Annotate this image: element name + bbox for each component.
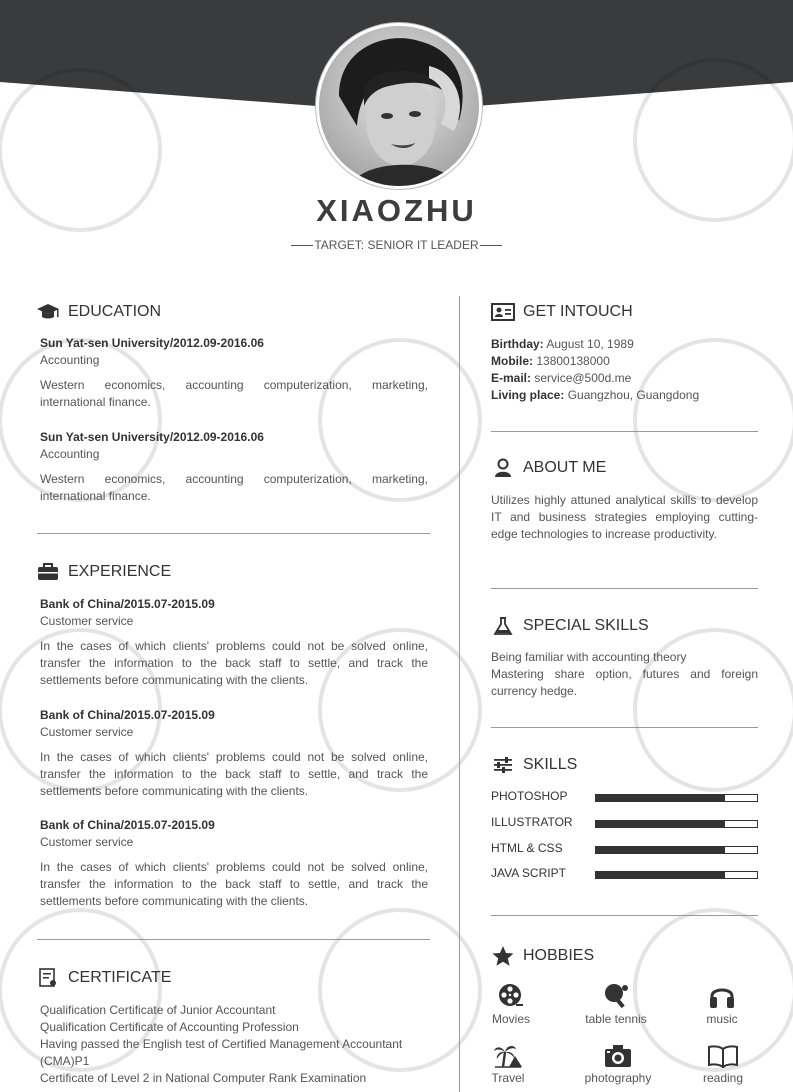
education-school: Sun Yat-sen University/2012.09-2016.06 [40,336,264,350]
email-link[interactable]: service@500d.me [534,371,632,385]
section-divider [37,533,430,534]
skill-label: HTML & CSS [491,841,563,855]
skill-label: JAVA SCRIPT [491,866,566,880]
skill-label: ILLUSTRATOR [491,815,573,829]
target-rule-right [480,245,502,246]
skill-level-bar [595,846,758,854]
certificate-item: Certificate of Level 2 in National Computer Rank Examination [40,1071,367,1085]
skill-level-fill [596,872,725,878]
experience-role: Customer service [40,614,134,628]
experience-entry [40,817,428,910]
certificate-title: CERTIFICATE [68,969,172,986]
book-icon [683,1042,763,1068]
hobby-label: table tennis [585,1012,647,1026]
experience-company: Bank of China/2015.07-2015.09 [40,708,215,722]
about-title: ABOUT ME [523,459,607,476]
id-card-icon [491,302,515,322]
special-skill-line: Being familiar with accounting theory [491,650,687,664]
about-heading [491,458,606,478]
hobby-item [471,983,551,1026]
palm-tree-icon [468,1042,548,1068]
hobby-label: photography [584,1071,652,1085]
hobby-label: Travel [491,1071,525,1085]
certificate-item: Qualification Certificate of Junior Accountant [40,1003,276,1017]
contact-heading [491,302,633,322]
special-skill-line: Mastering share option, futures and foreign currency hedge. [491,667,758,698]
experience-heading [36,562,171,582]
user-icon [491,458,515,478]
experience-entry [40,707,428,800]
skill-label: PHOTOSHOP [491,789,568,803]
hobbies-heading [491,946,594,966]
education-heading [36,302,161,322]
section-divider [491,915,758,916]
skill-level-fill [596,847,725,853]
skill-level-bar [595,871,758,879]
certificate-icon [36,968,60,988]
certificate-item: Qualification Certificate of Accounting Profession [40,1020,299,1034]
education-title: EDUCATION [68,303,162,320]
experience-company: Bank of China/2015.07-2015.09 [40,818,215,832]
skill-row [491,841,758,858]
hobby-label: music [706,1012,738,1026]
section-divider [491,727,758,728]
hobby-item [468,1042,548,1085]
hobby-item [578,1042,658,1085]
experience-desc: In the cases of which clients' problems could not be solved online, transfer the information to the back staff to settle, and track the settlements before communicating with the clients. [40,639,428,687]
contact-email: E-mail: service@500d.me [491,371,632,385]
experience-role: Customer service [40,725,134,739]
hobby-label: Movies [491,1012,530,1026]
candidate-name: XIAOZHU [316,193,477,228]
target-rule-left [291,245,313,246]
contact-title: GET INTOUCH [523,303,633,320]
section-divider [491,431,758,432]
skill-level-bar [595,820,758,828]
watermark-mark [625,620,793,805]
hobby-item [682,983,762,1026]
section-divider [37,939,430,940]
hobby-label: reading [702,1071,744,1085]
education-desc: Western economics, accounting computerization, marketing, international finance. [40,378,428,409]
avatar [316,23,482,189]
contact-info [491,336,761,404]
about-text: Utilizes highly attuned analytical skills to develop IT and business strategies employing cutting-edge technologies to increase productivity. [491,493,758,541]
skill-row [491,815,758,832]
contact-living: Living place: Guangzhou, Guangdong [491,388,700,402]
section-divider [491,588,758,589]
target-line [0,238,793,252]
education-desc: Western economics, accounting computerization, marketing, international finance. [40,472,428,503]
experience-role: Customer service [40,835,134,849]
skills-title: SKILLS [523,756,578,773]
flask-icon [491,616,515,636]
briefcase-icon [36,562,60,582]
special-skills-heading [491,616,649,636]
table-tennis-icon [576,983,656,1009]
skills-heading [491,755,577,775]
skill-level-bar [595,794,758,802]
education-entry [40,429,428,505]
education-major: Accounting [40,447,100,461]
sliders-icon [491,755,515,775]
headphones-icon [682,983,762,1009]
experience-company: Bank of China/2015.07-2015.09 [40,597,215,611]
experience-desc: In the cases of which clients' problems could not be solved online, transfer the information to the back staff to settle, and track the settlements before communicating with the clients. [40,750,428,798]
experience-entry [40,596,428,689]
skill-level-fill [596,795,725,801]
special-skills-text [491,649,758,700]
contact-mobile: Mobile: 13800138000 [491,354,610,368]
experience-title: EXPERIENCE [68,563,172,580]
hobby-item [576,983,656,1026]
certificate-heading [36,968,171,988]
special-skills-title: SPECIAL SKILLS [523,617,649,634]
certificate-item: Having passed the English test of Certified Management Accountant (CMA)P1 [40,1037,403,1068]
camera-icon [578,1042,658,1068]
skill-row [491,866,758,883]
certificate-list [40,1002,430,1087]
skill-row [491,789,758,806]
graduation-cap-icon [36,302,60,322]
hobby-item [683,1042,763,1085]
star-icon [491,946,515,966]
contact-birthday: Birthday: August 10, 1989 [491,337,634,351]
hobbies-title: HOBBIES [523,947,595,964]
experience-desc: In the cases of which clients' problems could not be solved online, transfer the information to the back staff to settle, and track the settlements before communicating with the clients. [40,860,428,908]
education-major: Accounting [40,353,100,367]
target-text: TARGET: SENIOR IT LEADER [314,238,479,252]
film-reel-icon [471,983,551,1009]
skill-level-fill [596,821,725,827]
education-school: Sun Yat-sen University/2012.09-2016.06 [40,430,264,444]
education-entry [40,335,428,411]
column-divider [459,296,460,1092]
